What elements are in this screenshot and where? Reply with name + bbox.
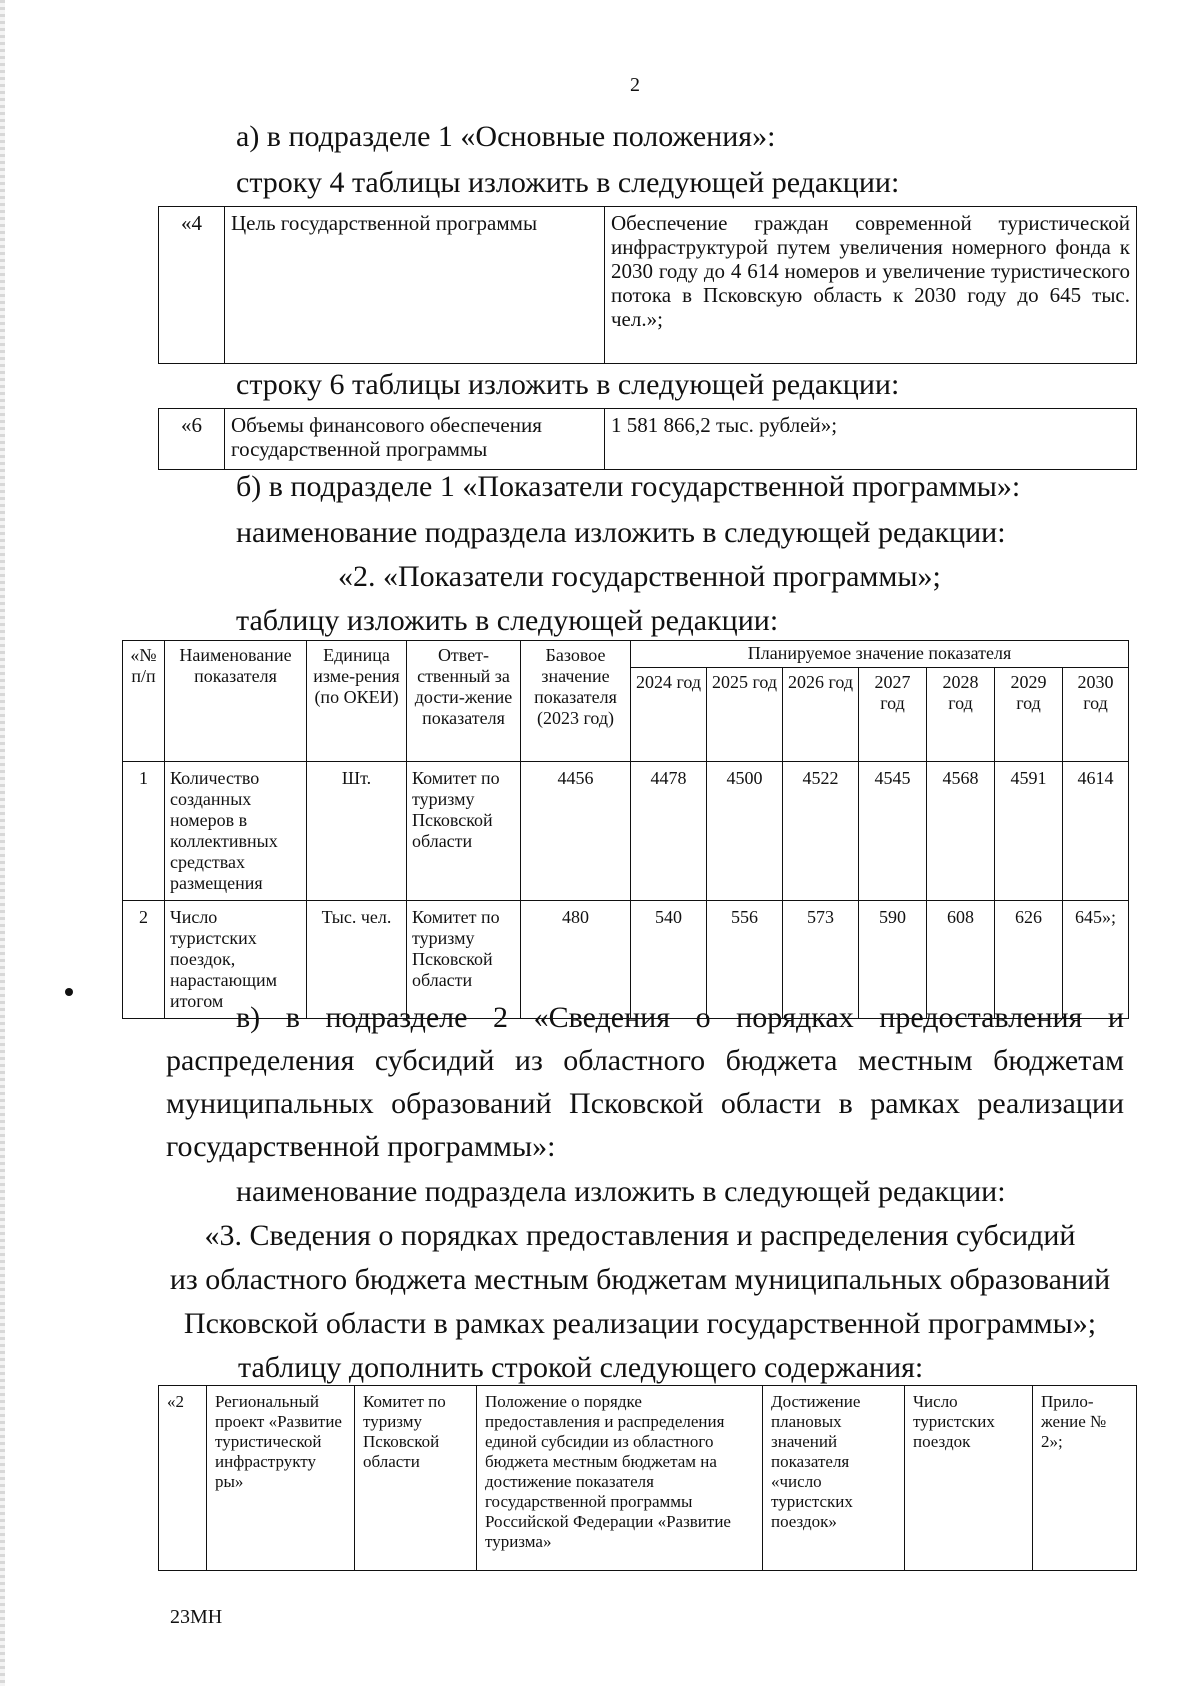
col-header-num: «№ п/п bbox=[123, 641, 165, 762]
subsidy-regulation: Положение о порядке предоставления и распределения единой субсидии из областного бюджета местным бюджетам на достижение показателя государственной программы Российской Федерации «Развитие туризма» bbox=[477, 1386, 763, 1571]
row6-name: Объемы финансового обеспечения государственной программы bbox=[225, 409, 605, 470]
row4-table bbox=[158, 206, 1137, 364]
subsidy-project: Региональный проект «Развитие туристической инфраструкту ры» bbox=[207, 1386, 355, 1571]
col-header-planned: Планируемое значение показателя bbox=[631, 641, 1129, 668]
row-base-value: 480 bbox=[521, 901, 631, 1019]
row-num: 1 bbox=[123, 762, 165, 901]
row-value: 540 bbox=[631, 901, 707, 1019]
section-b-table-intro: таблицу изложить в следующей редакции: bbox=[236, 604, 779, 637]
row-responsible: Комитет по туризму Псковской области bbox=[407, 901, 521, 1019]
table-row bbox=[159, 1386, 1137, 1571]
row-value: 626 bbox=[995, 901, 1063, 1019]
section-v-table-intro: таблицу дополнить строкой следующего содержания: bbox=[238, 1351, 924, 1384]
section-v-line-4: государственной программы»: bbox=[166, 1130, 556, 1163]
row4-num: «4 bbox=[159, 207, 225, 364]
subsidy-indicator: Число туристских поездок bbox=[905, 1386, 1033, 1571]
section-b-name-intro: наименование подраздела изложить в следующей редакции: bbox=[236, 516, 1006, 549]
section-v-line-3: муниципальных образований Псковской области в рамках реализации bbox=[166, 1087, 1124, 1120]
scan-edge bbox=[0, 0, 5, 1686]
row6-intro: строку 6 таблицы изложить в следующей редакции: bbox=[236, 368, 900, 401]
year-header: 2026 год bbox=[783, 668, 859, 762]
row-base-value: 4456 bbox=[521, 762, 631, 901]
col-header-name: Наименование показателя bbox=[165, 641, 307, 762]
row-name: Количество созданных номеров в коллективных средствах размещения bbox=[165, 762, 307, 901]
row-value: 573 bbox=[783, 901, 859, 1019]
year-header: 2030 год bbox=[1063, 668, 1129, 762]
section-v-new-name-2: из областного бюджета местным бюджетам муниципальных образований bbox=[169, 1263, 1111, 1296]
row-value: 645»; bbox=[1063, 901, 1129, 1019]
section-v-name-intro: наименование подраздела изложить в следующей редакции: bbox=[236, 1175, 1006, 1208]
row-num: 2 bbox=[123, 901, 165, 1019]
row-value: 4500 bbox=[707, 762, 783, 901]
section-b-heading: б) в подразделе 1 «Показатели государственной программы»: bbox=[236, 470, 1021, 503]
row-responsible: Комитет по туризму Псковской области bbox=[407, 762, 521, 901]
section-v-line-2: распределения субсидий из областного бюджета местным бюджетам bbox=[166, 1044, 1124, 1077]
section-b-new-name: «2. «Показатели государственной программы»; bbox=[338, 560, 941, 593]
row-value: 590 bbox=[859, 901, 927, 1019]
page-number: 2 bbox=[630, 74, 640, 96]
year-header: 2025 год bbox=[707, 668, 783, 762]
row-unit: Шт. bbox=[307, 762, 407, 901]
section-v-new-name-3: Псковской области в рамках реализации государственной программы»; bbox=[183, 1307, 1097, 1340]
year-header: 2029 год bbox=[995, 668, 1063, 762]
table-row bbox=[123, 762, 1129, 901]
subsidy-goal: Достижение плановых значений показателя «число туристских поездок» bbox=[763, 1386, 905, 1571]
row-value: 556 bbox=[707, 901, 783, 1019]
year-header: 2028 год bbox=[927, 668, 995, 762]
row4-name: Цель государственной программы bbox=[225, 207, 605, 364]
row-value: 608 bbox=[927, 901, 995, 1019]
section-a-heading: а) в подразделе 1 «Основные положения»: bbox=[236, 120, 776, 153]
col-header-responsible: Ответ-ственный за дости-жение показателя bbox=[407, 641, 521, 762]
subsidy-row-num: «2 bbox=[159, 1386, 207, 1571]
year-header: 2024 год bbox=[631, 668, 707, 762]
row-value: 4591 bbox=[995, 762, 1063, 901]
row-unit: Тыс. чел. bbox=[307, 901, 407, 1019]
row4-intro: строку 4 таблицы изложить в следующей редакции: bbox=[236, 166, 900, 199]
row-value: 4614 bbox=[1063, 762, 1129, 901]
col-header-unit: Единица изме-рения (по ОКЕИ) bbox=[307, 641, 407, 762]
row6-value: 1 581 866,2 тыс. рублей»; bbox=[605, 409, 1137, 470]
table-row bbox=[159, 207, 1137, 364]
subsidy-appendix: Прило-жение № 2»; bbox=[1033, 1386, 1137, 1571]
row-value: 4545 bbox=[859, 762, 927, 901]
row-value: 4478 bbox=[631, 762, 707, 901]
row-value: 4568 bbox=[927, 762, 995, 901]
row-value: 4522 bbox=[783, 762, 859, 901]
row6-table bbox=[158, 408, 1137, 470]
col-header-base-value: Базовое значение показателя (2023 год) bbox=[521, 641, 631, 762]
table-header-row bbox=[123, 641, 1129, 668]
section-v-line-1: в) в подразделе 2 «Сведения о порядках предоставления и bbox=[236, 1001, 1124, 1034]
section-v-new-name-1: «3. Сведения о порядках предоставления и распределения субсидий bbox=[204, 1219, 1076, 1252]
indicators-table bbox=[122, 640, 1129, 1019]
row-name: Число туристских поездок, нарастающим итогом bbox=[165, 901, 307, 1019]
footer-code: 23МН bbox=[170, 1606, 223, 1628]
year-header: 2027 год bbox=[859, 668, 927, 762]
subsidy-responsible: Комитет по туризму Псковской области bbox=[355, 1386, 477, 1571]
table-row bbox=[159, 409, 1137, 470]
margin-dot bbox=[65, 988, 73, 996]
row6-num: «6 bbox=[159, 409, 225, 470]
row4-value: Обеспечение граждан современной туристической инфраструктурой путем увеличения номерного фонда к 2030 году до 4 614 номеров и увеличение туристического потока в Псковскую область к 2030 году до 645 тыс. чел.»; bbox=[605, 207, 1137, 364]
subsidies-table bbox=[158, 1385, 1137, 1571]
